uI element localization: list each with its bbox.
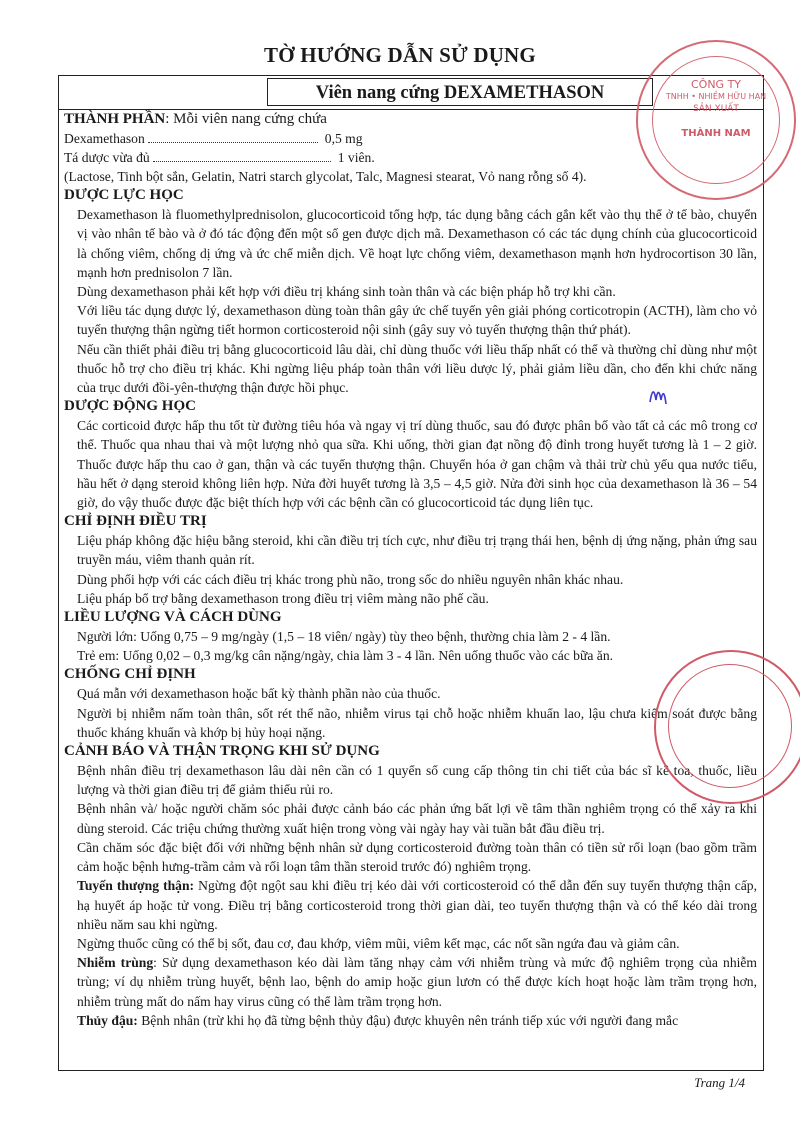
stamp-text: THÀNH NAM (681, 128, 751, 139)
paragraph: Dùng dexamethason phải kết hợp với điều trị kháng sinh toàn thân và các biện pháp hỗ trợ khi cần. (77, 284, 616, 300)
paragraph: Quá mẫn với dexamethason hoặc bất kỳ thành phần nào của thuốc. (77, 686, 441, 702)
indications-section (59, 512, 763, 608)
subsection-label: Thủy đậu: (77, 1012, 138, 1028)
company-stamp (636, 40, 796, 200)
stamp-text: CÔNG TY (690, 78, 742, 91)
paragraph: Người bị nhiễm nấm toàn thân, sốt rét thể não, nhiễm virus tại chỗ hoặc nhiễm khuẩn lao, lậu chưa kiểm soát được bằng thuốc kháng khuẩn và khớp bị hủy hoại nặng. (77, 705, 757, 740)
subsection-text: Bệnh nhân (trừ khi họ đã từng bệnh thủy đậu) được khuyên nên tránh tiếp xúc với người đang mắc (137, 1012, 679, 1028)
subsection-paragraph (59, 953, 763, 1011)
subsection-text: Ngừng thuốc cũng có thể bị sốt, đau cơ, đau khớp, viêm mũi, viêm kết mạc, các nốt sần ngứa đau và giảm cân. (77, 935, 680, 951)
page-number: Trang 1/4 (694, 1075, 745, 1090)
pharmacodynamics-section (59, 186, 763, 397)
subsection-paragraph (59, 876, 763, 934)
paragraph: Nếu cần thiết phải điều trị bằng glucocorticoid lâu dài, chỉ dùng thuốc với liều thấp nhất có thể và thường chỉ dùng như một thuốc hỗ trợ cho điều trị khác. Khi ngừng liệu pháp toàn thân với liều dược lý, phải giảm liều dần, cho đến khi chức năng của trục dưới đồi-yên-thượng thận được hồi phục. (77, 341, 757, 396)
paragraph: Dexamethason là fluomethylprednisolon, glucocorticoid tổng hợp, tác dụng bằng cách gắn kết vào thụ thể ở tế bào, chuyển vị vào nhân tế bào và ở đó tác động đến một số gen được dịch mã. Dexamethason có các tác dụng chính của glucocorticoid là chống viêm, chống dị ứng và ức chế miễn dịch. Về hoạt lực chống viêm, dexamethason mạnh hơn hydrocortison 30 lần, mạnh hơn prednisolon 7 lần. (77, 207, 757, 280)
paragraph: Liệu pháp không đặc hiệu bằng steroid, khi cần điều trị tích cực, như điều trị trạng thái hen, bệnh dị ứng nặng, phản ứng sau truyền máu, viêm thanh quản rít. (77, 533, 757, 568)
paragraph: Người lớn: Uống 0,75 – 9 mg/ngày (1,5 – 18 viên/ ngày) tùy theo bệnh, thường chia làm 2 - 4 lần. (77, 629, 611, 645)
section-heading: CHỈ ĐỊNH ĐIỀU TRỊ (64, 513, 207, 530)
dotted-leader (148, 129, 318, 143)
ingredient-amount: 0,5 mg (324, 131, 363, 146)
stamp-text: TNHH • NHIỀM HỮU HẠN (665, 92, 767, 101)
subsection-text: : Sử dụng dexamethason kéo dài làm tăng nhạy cảm với nhiễm trùng và mức độ nghiêm trọng của nhiễm trùng; ví dụ nhiễm trùng huyết, bệnh lao, bệnh do amip hoặc giun lươn có thể được kích hoạt hoặc làm trầm trọng hơn, nhiễm trùng mất do nấm hay virus cũng có thể làm trầm trọng hơn. (77, 955, 758, 1009)
edge-stamp-inner (668, 664, 792, 788)
stamp-text: SẢN XUẤT (693, 104, 739, 114)
excipients-text: (Lactose, Tinh bột sắn, Gelatin, Natri starch glycolat, Talc, Magnesi stearat, Vỏ nang rỗng số 4). (64, 169, 587, 184)
section-heading: LIỀU LƯỢNG VÀ CÁCH DÙNG (64, 609, 282, 626)
signature-mark (648, 382, 674, 408)
paragraph: Cần chăm sóc đặc biệt đối với những bệnh nhân sử dụng corticosteroid đường toàn thân có tiền sử rối loạn (bao gồm trầm cảm hoặc bệnh hưng-trầm cảm và rối loạn tâm thần steroid trước đó) nghiêm trọng. (77, 839, 757, 875)
paragraph: Với liều tác dụng dược lý, dexamethason dùng toàn thân gây ức chế tuyến yên giải phóng corticotropin (ACTH), làm cho vỏ tuyến thượng thận ngừng tiết hormon corticosteroid nội sinh (gây suy vỏ tuyến thượng thận thứ phát). (77, 303, 757, 338)
subsection-paragraph (59, 934, 763, 953)
section-heading: DƯỢC LỰC HỌC (64, 187, 184, 204)
ingredient-name: Dexamethason (64, 131, 145, 146)
document-content (59, 109, 763, 1030)
paragraph: Liệu pháp bổ trợ bằng dexamethason trong điều trị viêm màng não phế cầu. (77, 590, 489, 606)
composition-title: THÀNH PHẦN (64, 111, 166, 127)
composition-subtitle: : Mỗi viên nang cứng chứa (165, 111, 327, 127)
paragraph: Bệnh nhân điều trị dexamethason lâu dài nên cần có 1 quyển sổ cung cấp thông tin chi tiết của bác sĩ kê toa, thuốc, liều lượng và thời gian điều trị để giảm thiểu rủi ro. (77, 763, 757, 798)
subsection-label: Tuyến thượng thận: (77, 878, 195, 894)
paragraph: Trẻ em: Uống 0,02 – 0,3 mg/kg cân nặng/ngày, chia làm 3 - 4 lần. Nên uống thuốc vào các bữa ăn. (77, 648, 614, 664)
paragraph: Dùng phối hợp với các cách điều trị khác trong phù não, trong sốc do nhiều nguyên nhân khác nhau. (77, 571, 624, 587)
paragraph: Bệnh nhân và/ hoặc người chăm sóc phải được cảnh báo các phản ứng bất lợi về tâm thần nghiêm trọng có thể xảy ra khi dùng steroid. Các triệu chứng thường xuất hiện trong vòng vài ngày hay vài tuần bắt đầu điều trị. (77, 801, 757, 836)
paragraph: Các corticoid được hấp thu tốt từ đường tiêu hóa và ngay vị trí dùng thuốc, sau đó được phân bố vào tất cả các mô trong cơ thể. Thuốc qua nhau thai và một lượng nhỏ qua sữa. Khi uống, thời gian đạt nồng độ đỉnh trong huyết tương là 1 – 2 giờ. Thuốc được hấp thu cao ở gan, thận và các tuyến thượng thận. Chuyển hóa ở gan chậm và thải trừ chủ yếu qua nước tiểu, hầu hết ở dạng steroid không liên hợp. Nửa đời huyết tương là 3,5 – 4,5 giờ. Nửa đời sinh học của dexamethason là 36 – 54 giờ, do vậy thuốc được đặc biệt thích hợp với các bệnh cần có glucocorticoid tác dụng liên tục. (77, 418, 757, 511)
subsection-paragraph (59, 1011, 763, 1030)
ingredient-name: Tá dược vừa đủ (64, 150, 150, 165)
stamp-inner-ring (652, 56, 780, 184)
section-heading: CẢNH BÁO VÀ THẬN TRỌNG KHI SỬ DỤNG (64, 743, 380, 760)
document-frame (58, 75, 764, 1071)
product-name: Viên nang cứng DEXAMETHASON (267, 78, 653, 106)
pharmacokinetics-section (59, 397, 763, 512)
dotted-leader (153, 148, 331, 162)
dosage-section (59, 608, 763, 665)
warnings-section (59, 742, 763, 1030)
subsection-text: Ngừng đột ngột sau khi điều trị kéo dài với corticosteroid có thể dẫn đến suy tuyến thượng thận cấp, hạ huyết áp hoặc tử vong. Điều trị bằng corticosteroid trong thời gian dài, teo tuyến thượng thận và có thể kéo dài trong nhiều năm sau khi ngừng. (77, 878, 757, 932)
section-heading: CHỐNG CHỈ ĐỊNH (64, 666, 196, 683)
section-heading: DƯỢC ĐỘNG HỌC (64, 398, 196, 415)
ingredient-amount: 1 viên. (337, 150, 375, 165)
subsection-label: Nhiễm trùng (77, 955, 154, 971)
page-title: TỜ HƯỚNG DẪN SỬ DỤNG (264, 43, 536, 67)
